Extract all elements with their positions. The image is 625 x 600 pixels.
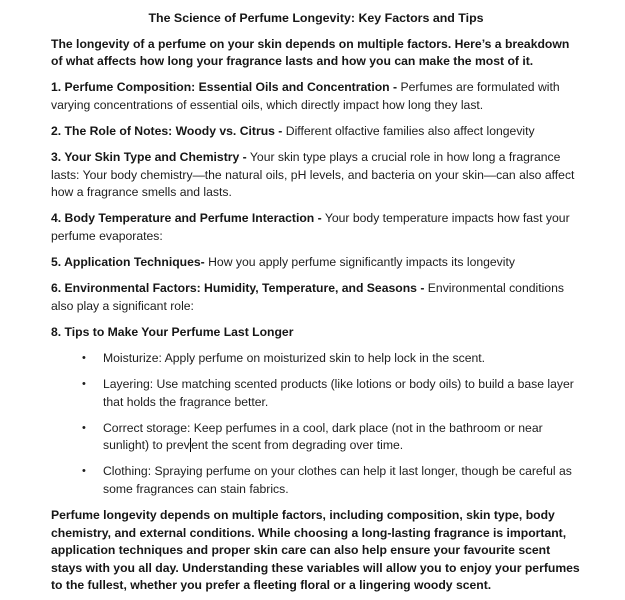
- section-4-body: Your body temperature impacts how fast your perfume evaporates:: [51, 211, 570, 243]
- section-6-body: Environmental conditions also play a significant role:: [51, 281, 564, 313]
- tips-heading[interactable]: 8. Tips to Make Your Perfume Last Longer: [51, 324, 294, 339]
- tips-list: [51, 350, 581, 499]
- bullet-icon: •: [82, 465, 86, 478]
- tip-text: Clothing: Spraying perfume on your clothes can help it last longer, though be careful as some fragrances can stain fabrics.: [103, 464, 572, 496]
- section-1-lead: 1. Perfume Composition: Essential Oils and Concentration -: [51, 80, 398, 95]
- section-6-lead: 6. Environmental Factors: Humidity, Temperature, and Seasons -: [51, 281, 425, 296]
- tip-text: Layering: Use matching scented products (like lotions or body oils) to build a base layer that holds the fragrance better.: [103, 377, 574, 409]
- section-5-paragraph[interactable]: [51, 254, 581, 272]
- section-4-lead: 4. Body Temperature and Perfume Interaction -: [51, 211, 322, 226]
- section-3-lead: 3. Your Skin Type and Chemistry -: [51, 150, 247, 165]
- document-title: The Science of Perfume Longevity: Key Factors and Tips: [148, 11, 484, 25]
- tip-item-layering[interactable]: [51, 376, 581, 411]
- section-2-paragraph[interactable]: [51, 123, 581, 141]
- tip-text: Moisturize: Apply perfume on moisturized skin to help lock in the scent.: [103, 350, 486, 365]
- intro-paragraph[interactable]: The longevity of a perfume on your skin depends on multiple factors. Here’s a breakdown of what affects how long your fragrance lasts and how you can make the most of it.: [51, 36, 570, 69]
- bullet-icon: •: [82, 378, 86, 390]
- conclusion-paragraph[interactable]: Perfume longevity depends on multiple factors, including composition, skin type, body chemistry, and external conditions. While choosing a long-lasting fragrance is important, application techniques and proper skin care can also help ensure your favourite scent stays with you all day. Understanding these variables will allow you to enjoy your perfumes to the fullest, whether you prefer a fleeting floral or a lingering woody scent.: [51, 508, 580, 593]
- bullet-icon: •: [82, 421, 86, 434]
- section-3-body: Your skin type plays a crucial role in how long a fragrance lasts: Your body chemistry—the natural oils, pH levels, and bacteria on your skin—can also affect how a fragrance smells and lasts.: [51, 150, 575, 200]
- bullet-icon: •: [82, 351, 86, 364]
- section-4-paragraph[interactable]: [51, 210, 581, 245]
- tip-text-before-caret: Correct storage: Keep perfumes in a cool, dark place (not in the bathroom or near sunlight) to prev: [103, 420, 543, 453]
- section-6-paragraph[interactable]: [51, 280, 581, 315]
- section-2-lead: 2. The Role of Notes: Woody vs. Citrus -: [51, 123, 283, 138]
- tip-text-after-caret: ent the scent from degrading over time.: [191, 438, 404, 453]
- section-1-paragraph[interactable]: [51, 79, 581, 114]
- tip-item-clothing[interactable]: [51, 463, 581, 498]
- section-2-body: Different olfactive families also affect longevity: [285, 123, 535, 138]
- section-5-body: How you apply perfume significantly impacts its longevity: [208, 255, 515, 270]
- section-1-body: Perfumes are formulated with varying concentrations of essential oils, which directly impact how long they last.: [51, 80, 560, 112]
- section-5-lead: 5. Application Techniques-: [51, 255, 205, 270]
- section-3-paragraph[interactable]: [51, 149, 581, 202]
- tip-item-correct-storage[interactable]: [51, 420, 581, 455]
- tip-item-moisturize[interactable]: [51, 350, 581, 368]
